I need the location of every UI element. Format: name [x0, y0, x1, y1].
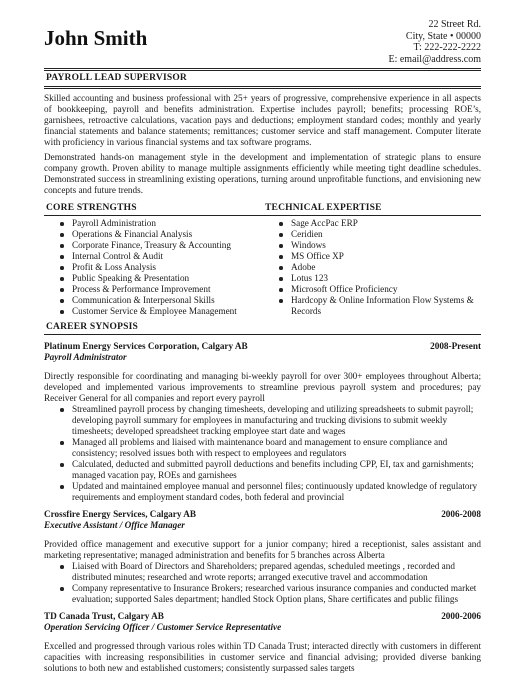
summary-paragraph: Skilled accounting and business professional with 25+ years of progressive, comprehensive experience in all aspects of bookkeeping, payroll and benefits administration. Expertise includes payroll; benefits; processing ROE’s, garnishees, retroactive calculations, vacation pays and deductions; employment standard codes; monthly and yearly financial statements and balance statements; remittances; customer service and staff management. Computer literate with proficiency in various financial systems and tax software programs.: [44, 93, 481, 147]
list-item: Sage AccPac ERP: [263, 218, 481, 229]
address-line: 22 Street Rd.: [428, 19, 481, 30]
list-item: Adobe: [263, 262, 481, 273]
skills-section-header: [44, 200, 481, 216]
title-divider: [44, 86, 481, 89]
job-bullets: [44, 561, 481, 605]
job-role: Payroll Administrator: [44, 352, 127, 362]
job-entry: [44, 611, 481, 674]
list-item: Liaised with Board of Directors and Shareholders; prepared agendas, scheduled meetings , recorded and distributed minutes; researched and wrote reports; arranged executive travel and accommodation: [44, 561, 481, 583]
list-item: Profit & Loss Analysis: [44, 262, 263, 273]
job-bullets: [44, 404, 481, 503]
email-line: E: email@address.com: [388, 53, 481, 65]
list-item: Payroll Administration: [44, 218, 263, 229]
list-item: Microsoft Office Proficiency: [263, 284, 481, 295]
list-item: Corporate Finance, Treasury & Accounting: [44, 240, 263, 251]
job-role: Executive Assistant / Office Manager: [44, 520, 185, 530]
core-strengths-heading: CORE STRENGTHS: [46, 203, 137, 213]
list-item: Managed all problems and liaised with maintenance board and management to ensure compliance and consistency; resolved issues both with respect to employees and regulators: [44, 437, 481, 459]
list-item: MS Office XP: [263, 251, 481, 262]
job-dates: 2006-2008: [441, 509, 481, 519]
list-item: Ceridien: [263, 229, 481, 240]
contact-block: [388, 19, 481, 65]
job-company: Crossfire Energy Services, Calgary AB: [44, 509, 196, 519]
list-item: Operations & Financial Analysis: [44, 229, 263, 240]
list-item: Process & Performance Improvement: [44, 284, 263, 295]
city-line: City, State • 00000: [405, 30, 481, 42]
job-company: Platinum Energy Services Corporation, Calgary AB: [44, 341, 248, 351]
core-strengths-list: [44, 218, 263, 317]
job-title: PAYROLL LEAD SUPERVISOR: [46, 73, 187, 83]
phone-line: T: 222-222-2222: [413, 42, 481, 53]
technical-expertise-list: [263, 218, 481, 317]
job-role: Operation Servicing Officer / Customer Service Representative: [44, 622, 282, 632]
list-item: Communication & Interpersonal Skills: [44, 295, 263, 306]
job-company: TD Canada Trust, Calgary AB: [44, 611, 164, 621]
list-item: Internal Control & Audit: [44, 251, 263, 262]
job-description: Provided office management and executive support for a junior company; hired a receptionist, sales assistant and marketing representative; managed administration and benefits for 5 branches across Alberta: [44, 539, 481, 560]
candidate-name: John Smith: [44, 26, 148, 50]
list-item: Hardcopy & Online Information Flow Systems & Records: [263, 295, 481, 317]
list-item: Company representative to Insurance Brokers; researched various insurance companies and conducted market evaluation; supported Sales department; handled Stock Option plans, Share certificates and public filings: [44, 583, 481, 605]
list-item: Lotus 123: [263, 273, 481, 284]
job-description: Directly responsible for coordinating and managing bi-weekly payroll for over 300+ employees throughout Alberta; developed and implemented various improvements to streamline previous payroll system and procedures; pay Receiver General for all companies and report every payroll: [44, 371, 481, 403]
job-dates: 2008-Present: [430, 341, 481, 351]
list-item: Updated and maintained employee manual and personnel files; continuously updated knowledge of regulatory requirements and employment standard codes, both federal and provincial: [44, 481, 481, 503]
list-item: Streamlined payroll process by changing timesheets, developing and utilizing spreadsheets to submit payroll; developing payroll summary for employees in manufacturing and trucking divisions to submit weekly timesheets; developed spreadsheet tracking employee start date and wages: [44, 404, 481, 437]
list-item: Customer Service & Employee Management: [44, 306, 263, 317]
job-description: Excelled and progressed through various roles within TD Canada Trust; interacted directly with customers in different capacities with increasing responsibilities in customer service and financial advising; provided diverse banking solutions to both new and established customers; consistently surpassed sales targets: [44, 641, 481, 673]
career-synopsis-heading: CAREER SYNOPSIS: [44, 319, 481, 335]
list-item: Windows: [263, 240, 481, 251]
skills-columns: [44, 216, 481, 317]
summary-paragraph: Demonstrated hands-on management style in the development and implementation of strategic plans to ensure company growth. Proven ability to manage multiple assignments efficiently while meeting tight deadline schedules. Demonstrated success in streamlining existing operations, turning around unprofitable functions, and envisioning new concepts and future trends.: [44, 152, 481, 195]
job-dates: 2000-2006: [441, 611, 481, 621]
technical-expertise-heading: TECHNICAL EXPERTISE: [265, 203, 382, 213]
job-entry: [44, 341, 481, 503]
list-item: Public Speaking & Presentation: [44, 273, 263, 284]
resume-header: [44, 19, 481, 68]
list-item: Calculated, deducted and submitted payroll deductions and benefits including CPP, EI, tax and garnishments; managed vacation pay, ROEs and garnishees: [44, 459, 481, 481]
job-entry: [44, 509, 481, 605]
